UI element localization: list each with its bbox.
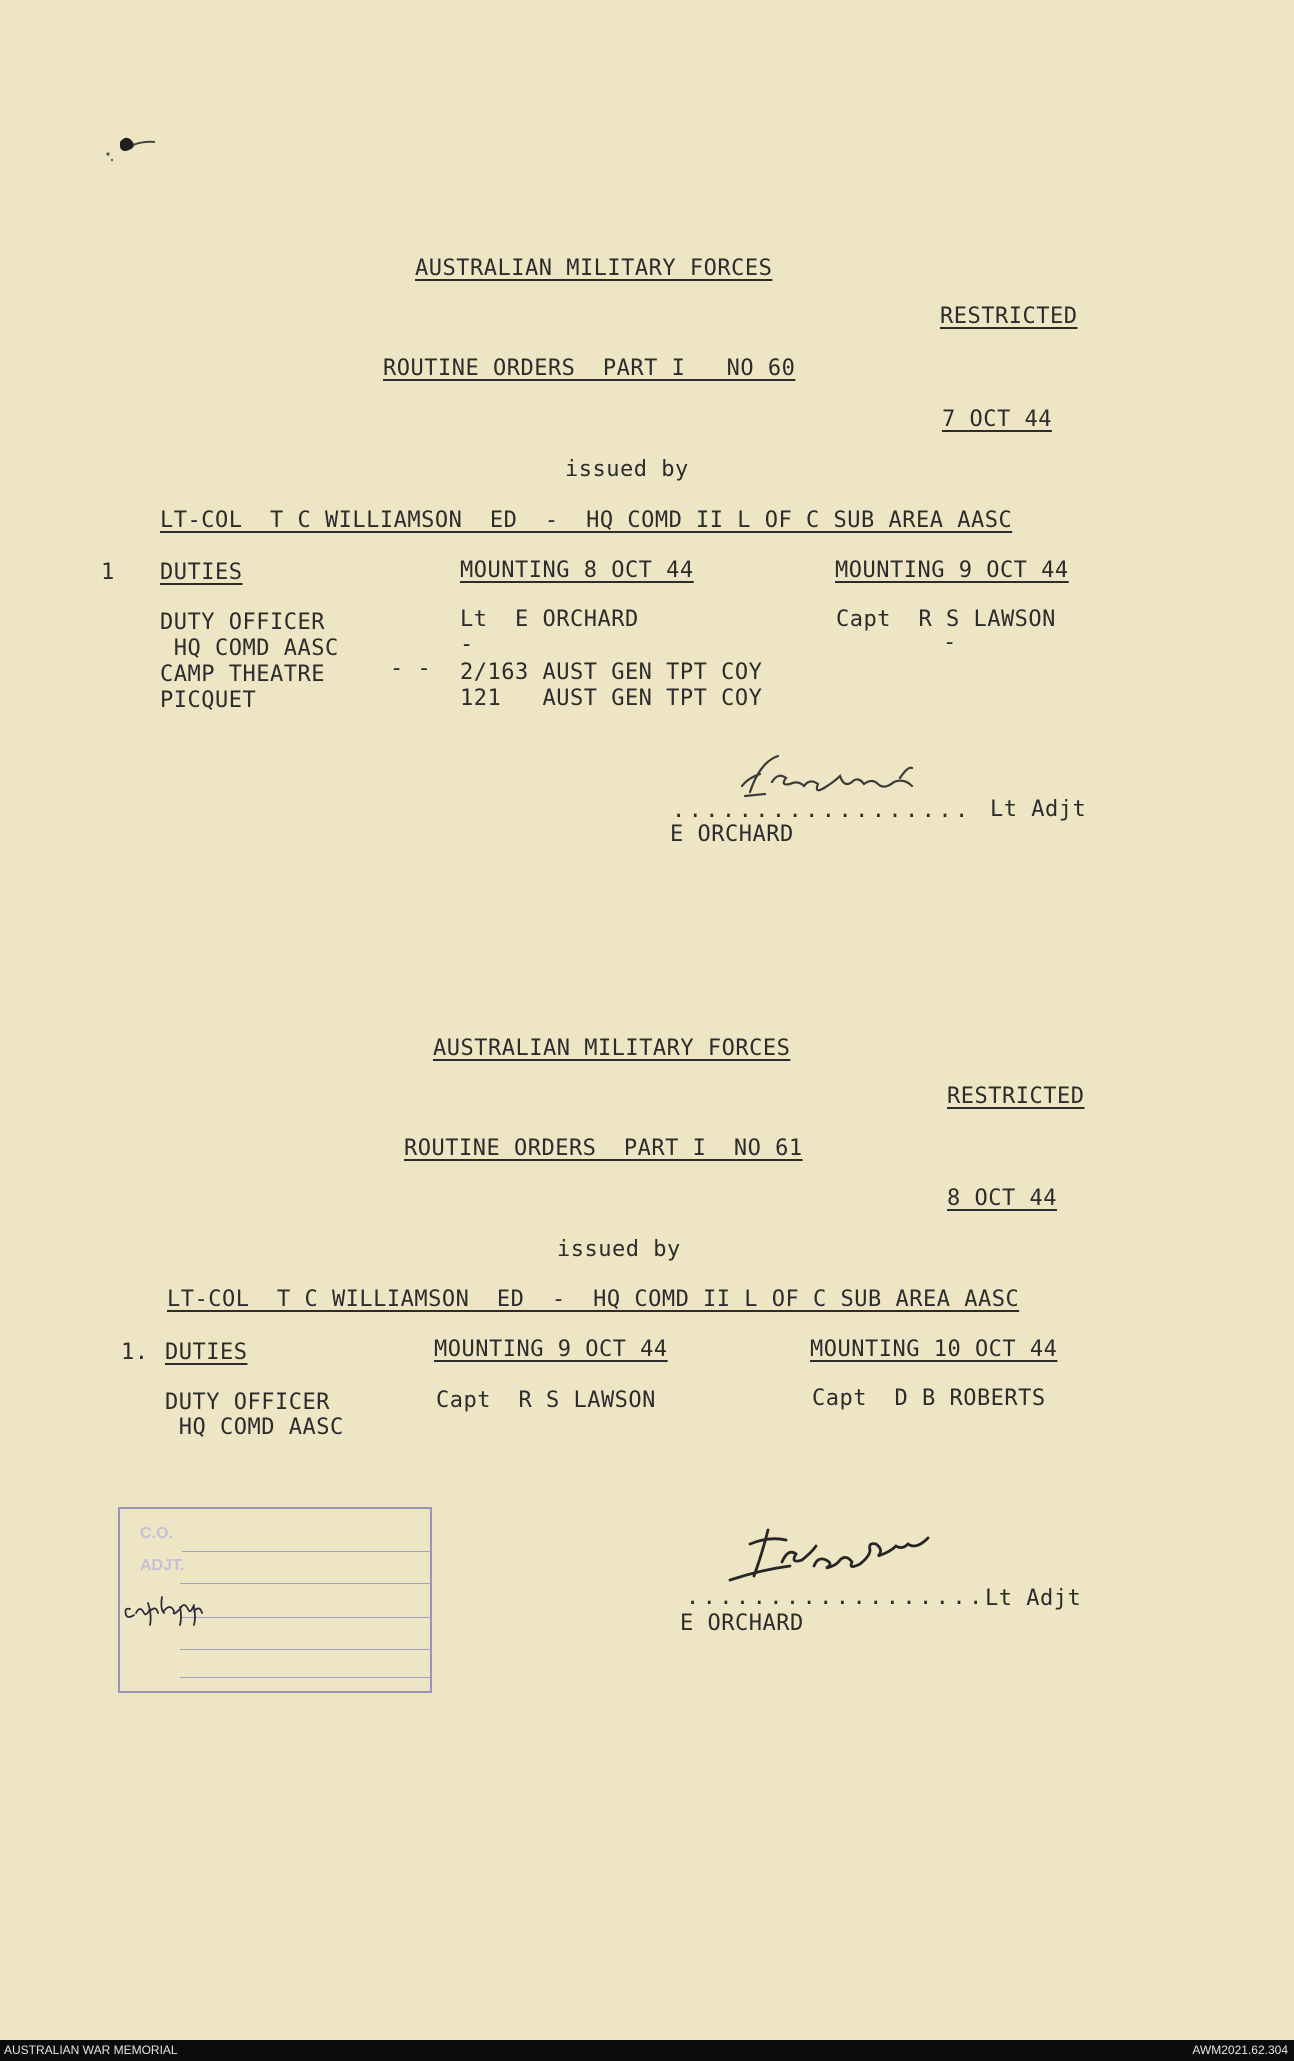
order-header: AUSTRALIAN MILITARY FORCES (415, 256, 773, 281)
signatory-name: E ORCHARD (680, 1611, 804, 1636)
stamp-label: C.O. (140, 1525, 173, 1542)
table-cell: Capt R S LAWSON (436, 1388, 656, 1413)
signature-rank: Lt Adjt (985, 1586, 1082, 1611)
received-stamp (118, 1507, 432, 1693)
order-title: ROUTINE ORDERS PART I NO 61 (404, 1136, 803, 1161)
issuing-authority: LT-COL T C WILLIAMSON ED - HQ COMD II L OF C SUB AREA AASC (160, 508, 1013, 533)
archive-credit: AUSTRALIAN WAR MEMORIAL (4, 2043, 178, 2057)
table-cell: HQ COMD AASC (160, 636, 339, 661)
handwritten-initials (120, 1589, 230, 1629)
table-cell: - (460, 632, 474, 657)
column-header: MOUNTING 9 OCT 44 (835, 558, 1069, 583)
table-cell: Capt D B ROBERTS (812, 1386, 1046, 1411)
classification: RESTRICTED (947, 1084, 1085, 1109)
issuing-authority: LT-COL T C WILLIAMSON ED - HQ COMD II L OF C SUB AREA AASC (167, 1287, 1020, 1312)
table-cell: Capt R S LAWSON (836, 607, 1056, 632)
signature-dots: .................. (686, 1585, 986, 1610)
section-number: 1. (121, 1340, 149, 1365)
table-cell: DUTY OFFICER (160, 610, 325, 635)
ink-blot (98, 128, 168, 168)
table-cell: HQ COMD AASC (165, 1415, 344, 1440)
issued-by: issued by (565, 457, 689, 482)
signature-dots: .................. (672, 798, 972, 823)
order-header: AUSTRALIAN MILITARY FORCES (433, 1036, 791, 1061)
section-number: 1 (101, 560, 115, 585)
table-cell: DUTY OFFICER (165, 1390, 330, 1415)
leader-dashes: - - (390, 656, 432, 681)
stamp-label: ADJT. (140, 1557, 185, 1574)
signatory-name: E ORCHARD (670, 822, 794, 847)
column-header: MOUNTING 8 OCT 44 (460, 558, 694, 583)
table-cell: 2/163 AUST GEN TPT COY (460, 660, 763, 685)
order-title: ROUTINE ORDERS PART I NO 60 (383, 356, 796, 381)
table-cell: CAMP THEATRE (160, 662, 325, 687)
archive-reference: AWM2021.62.304 (1192, 2043, 1288, 2057)
order-date: 7 OCT 44 (942, 407, 1052, 432)
issued-by: issued by (557, 1237, 681, 1262)
column-header: MOUNTING 9 OCT 44 (434, 1337, 668, 1362)
classification: RESTRICTED (940, 304, 1078, 329)
section-title: DUTIES (165, 1340, 248, 1365)
table-cell: 121 AUST GEN TPT COY (460, 686, 763, 711)
signature-rank: Lt Adjt (990, 797, 1087, 822)
table-cell: PICQUET (160, 688, 257, 713)
table-cell: Lt E ORCHARD (460, 607, 639, 632)
column-header: MOUNTING 10 OCT 44 (810, 1337, 1058, 1362)
table-cell: - (943, 630, 957, 655)
section-title: DUTIES (160, 560, 243, 585)
order-date: 8 OCT 44 (947, 1186, 1057, 1211)
